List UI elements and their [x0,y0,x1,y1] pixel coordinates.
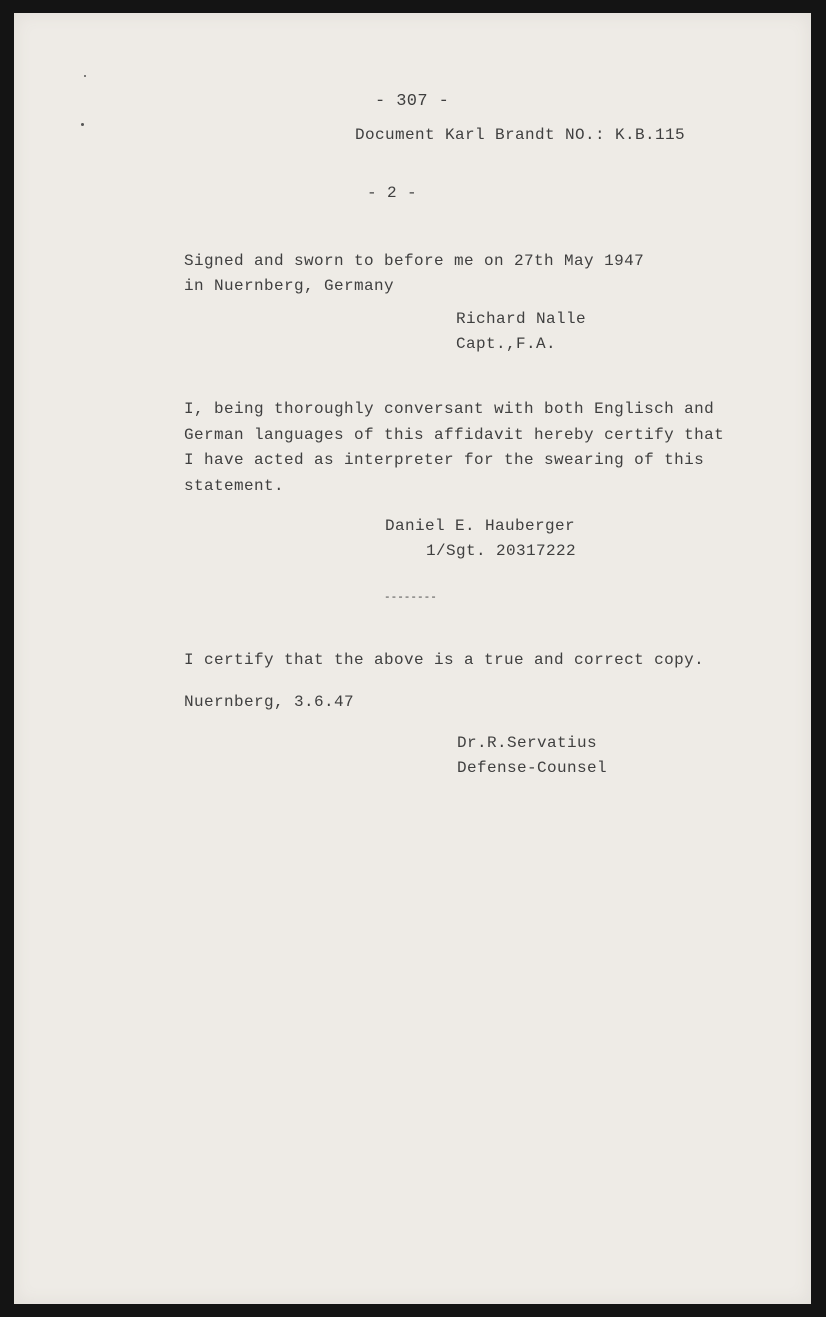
paper-speck [84,75,86,77]
interpreter-line: I have acted as interpreter for the swearing of this [184,451,705,469]
officer-rank: Capt.,F.A. [456,335,557,353]
oath-line-2: in Nuernberg, Germany [184,277,395,295]
document-reference: Document Karl Brandt NO.: K.B.115 [355,126,686,144]
oath-line-1: Signed and sworn to before me on 27th May 1947 [184,252,645,270]
interpreter-line: I, being thoroughly conversant with both Englisch and [184,400,715,418]
interpreter-statement [184,397,744,499]
counsel-title: Defense-Counsel [457,759,608,777]
certification-statement: I certify that the above is a true and correct copy. [184,651,705,669]
place-date: Nuernberg, 3.6.47 [184,693,355,711]
sub-page-number: - 2 - [367,184,418,202]
section-separator: -------- [384,592,437,604]
paper-speck [81,123,84,126]
interpreter-line: German languages of this affidavit hereby certify that [184,425,725,444]
interpreter-line: statement. [184,476,285,495]
interpreter-rank: 1/Sgt. 20317222 [426,542,577,560]
page-number: - 307 - [375,92,450,111]
officer-name: Richard Nalle [456,310,587,328]
interpreter-name: Daniel E. Hauberger [385,517,576,535]
counsel-name: Dr.R.Servatius [457,734,598,752]
